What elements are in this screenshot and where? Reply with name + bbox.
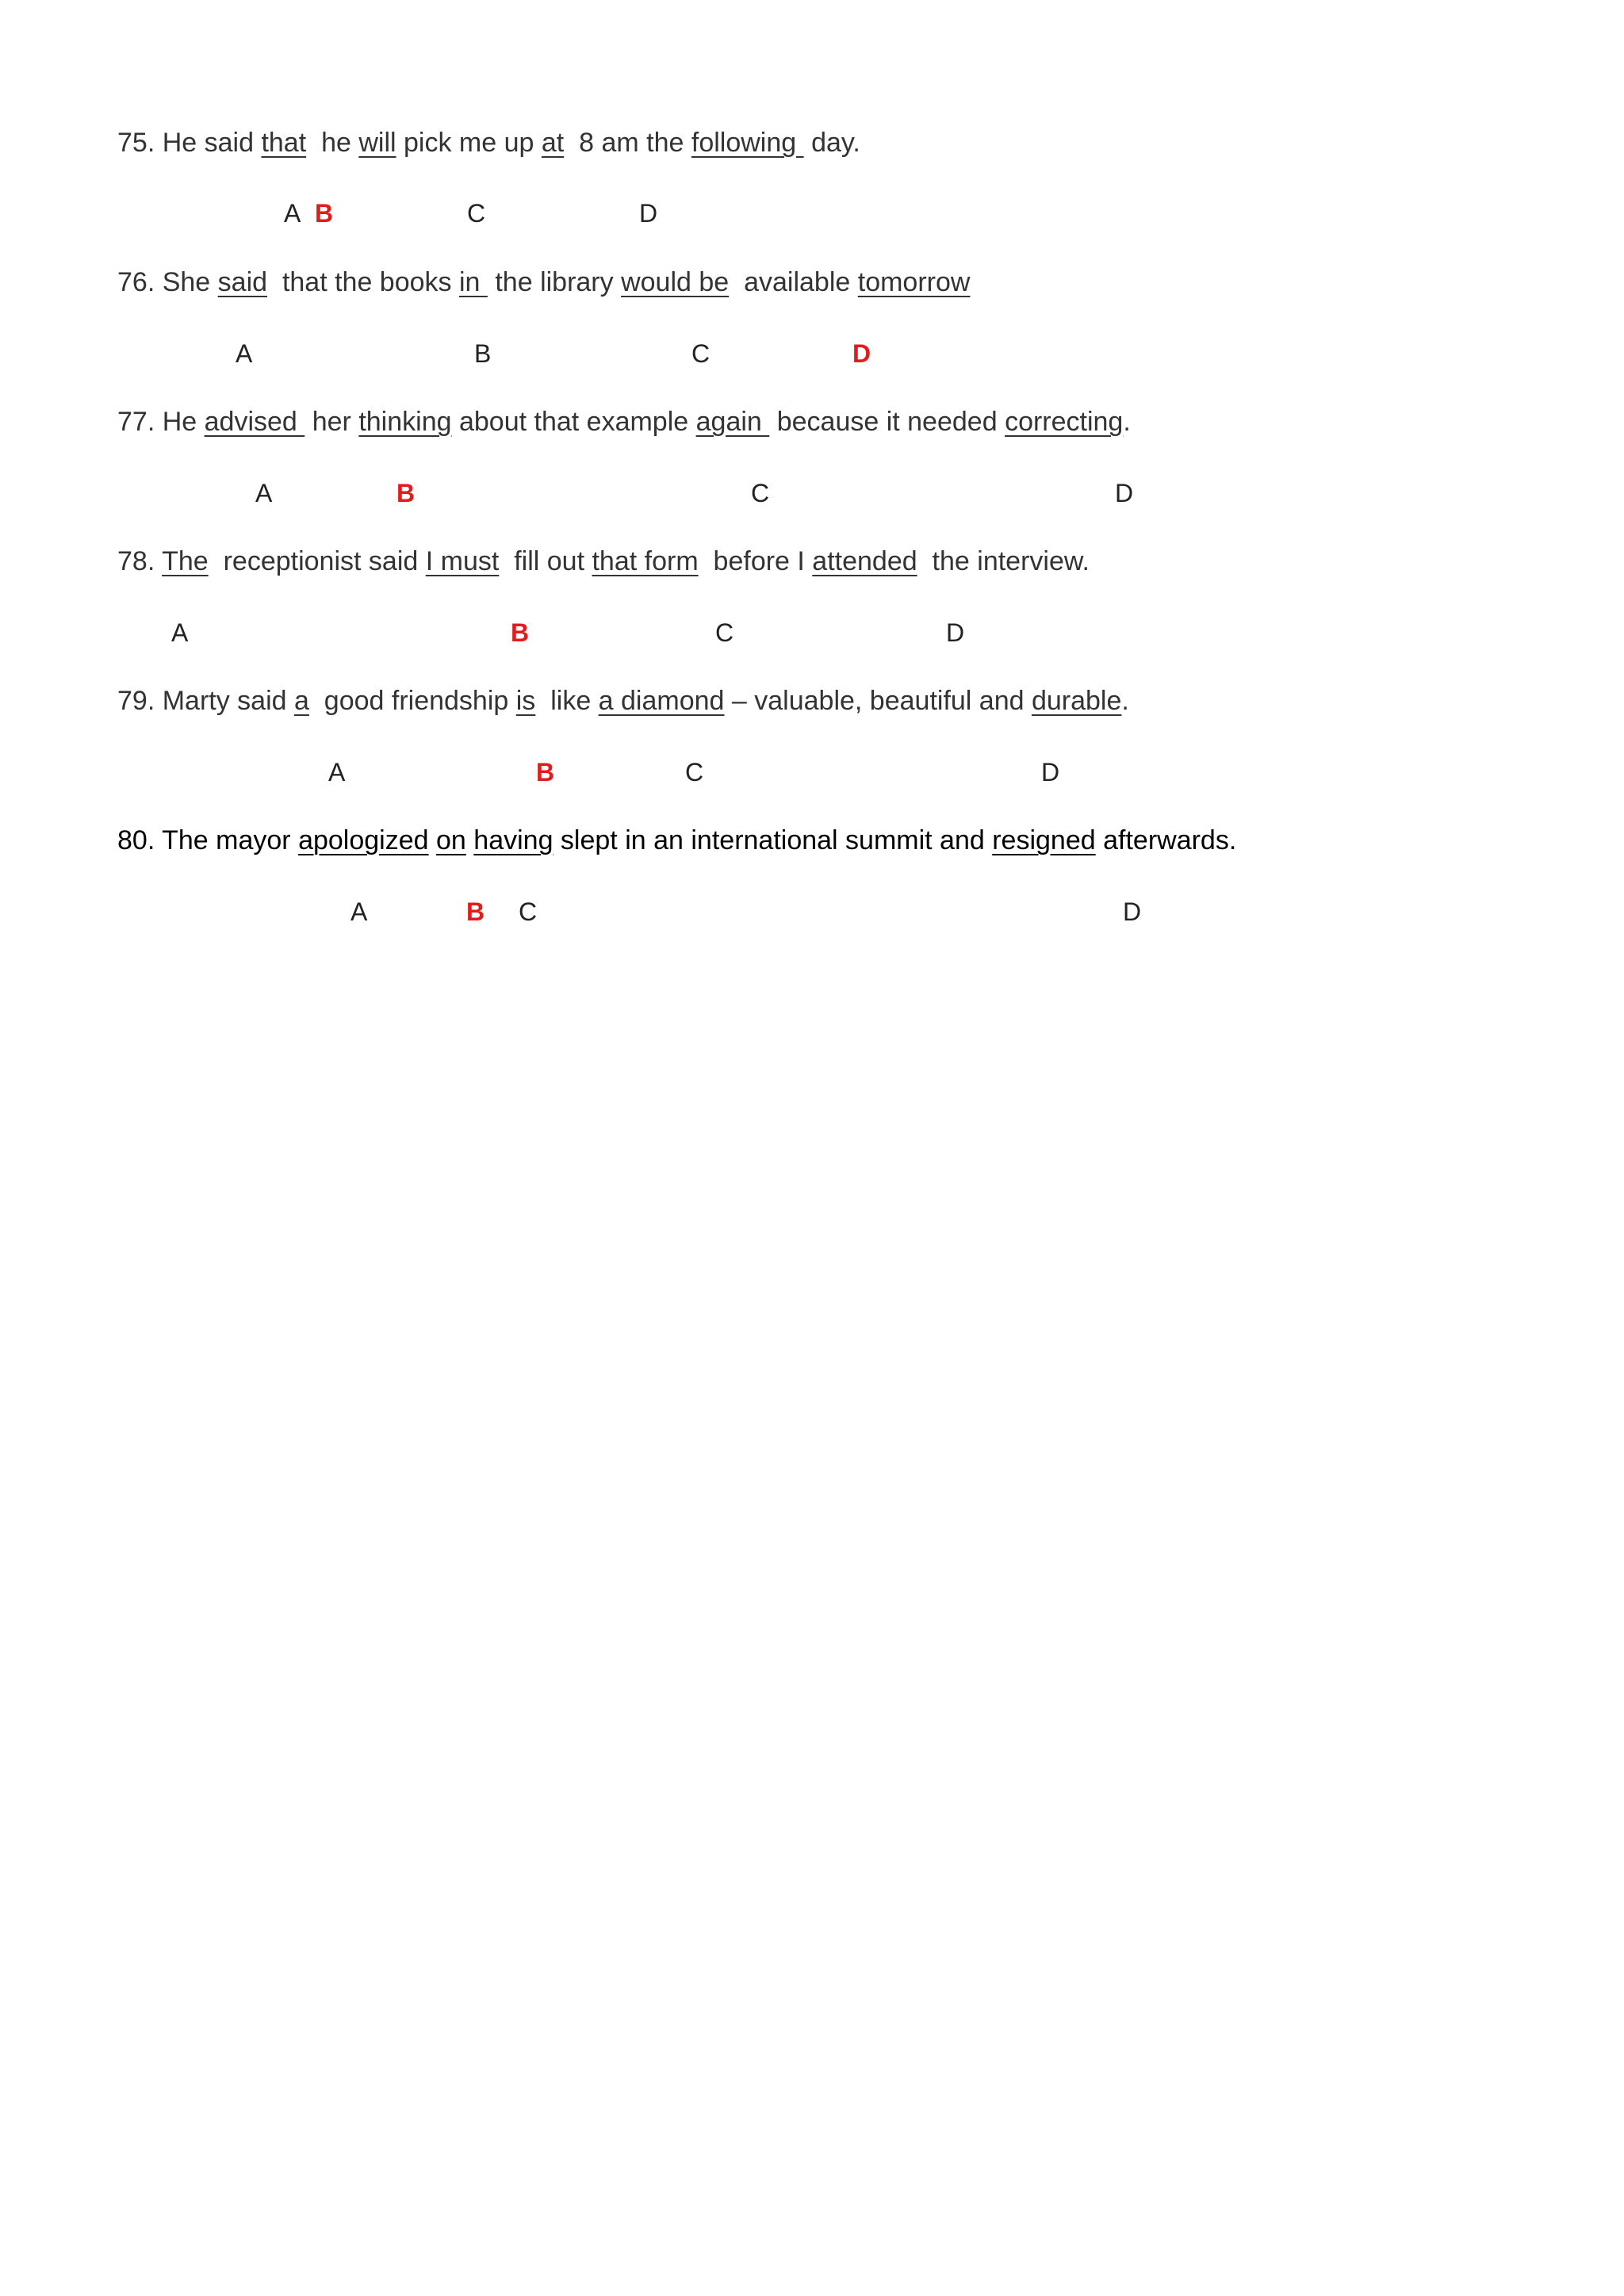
sentence-part: The mayor [162, 825, 299, 855]
option-label-a: A [171, 618, 189, 647]
sentence-part: available [729, 267, 858, 297]
option-label-c: C [715, 618, 734, 647]
question-number: 78. [117, 546, 155, 576]
sentence-part: afterwards. [1095, 825, 1237, 855]
sentence-part [466, 825, 473, 855]
underlined-option-d: attended [812, 546, 917, 576]
answer-option-b: B [396, 479, 416, 507]
sentence-part: Marty said [162, 686, 294, 716]
question-number: 75. [117, 128, 155, 158]
option-label-c: C [691, 339, 710, 368]
sentence-part: the interview. [917, 546, 1090, 576]
underlined-option-a: that [261, 128, 307, 158]
answer-option-b: B [536, 758, 555, 786]
option-label-d: D [1041, 758, 1060, 786]
answer-option-b: B [315, 199, 334, 228]
option-label-c: C [467, 199, 486, 228]
sentence-part: . [1121, 686, 1129, 716]
underlined-option-d: durable [1031, 686, 1122, 716]
underlined-option-a: advised [204, 407, 305, 437]
sentence-part: receptionist said [208, 546, 426, 576]
underlined-option-c: that form [592, 546, 699, 576]
sentence-part: day. [803, 128, 860, 158]
sentence-part: He said [162, 128, 262, 158]
question-78 [117, 544, 1090, 579]
underlined-option-b: I must [425, 546, 500, 576]
option-label-d: D [639, 199, 658, 228]
underlined-option-c: again [695, 407, 770, 437]
sentence-part: She [162, 267, 218, 297]
option-label-a: A [284, 199, 301, 228]
question-number: 80. [117, 825, 155, 855]
question-number: 76. [117, 267, 155, 297]
option-label-a: A [328, 758, 346, 786]
option-label-d: D [946, 618, 965, 647]
option-label-d: D [1123, 897, 1142, 926]
underlined-option-a: The [162, 546, 209, 576]
sentence-part: fill out [499, 546, 592, 576]
option-label-c: C [685, 758, 704, 786]
answer-option-b: B [466, 897, 485, 926]
sentence-part: like [535, 686, 599, 716]
underlined-option-b: will [358, 128, 396, 158]
sentence-part: that the books [267, 267, 459, 297]
underlined-option-d: resigned [992, 825, 1096, 855]
sentence-part: her [304, 407, 359, 437]
answer-option-d: D [852, 339, 871, 368]
underlined-option-a: a [293, 686, 309, 716]
underlined-option-c: would be [621, 267, 730, 297]
option-label-b: B [474, 339, 492, 368]
sentence-part: He [162, 407, 205, 437]
underlined-option-d: correcting [1005, 407, 1124, 437]
underlined-option-c: at [541, 128, 565, 158]
question-76 [117, 265, 970, 300]
sentence-part [429, 825, 436, 855]
sentence-part: he [306, 128, 359, 158]
option-label-d: D [1115, 479, 1134, 507]
question-number: 77. [117, 407, 155, 437]
question-75 [117, 125, 860, 160]
question-77 [117, 404, 1131, 439]
sentence-part: the library [487, 267, 622, 297]
sentence-part: because it needed [769, 407, 1005, 437]
underlined-option-c: a diamond [598, 686, 725, 716]
sentence-part: good friendship [308, 686, 516, 716]
question-number: 79. [117, 686, 155, 716]
question-80 [117, 823, 1236, 858]
sentence-part: pick me up [396, 128, 542, 158]
underlined-option-b: in [458, 267, 488, 297]
underlined-option-d: tomorrow [857, 267, 971, 297]
option-label-a: A [255, 479, 273, 507]
sentence-part: about that example [451, 407, 696, 437]
option-label-a: A [236, 339, 253, 368]
sentence-part: slept in an international summit and [553, 825, 993, 855]
option-label-a: A [350, 897, 368, 926]
option-label-c: C [751, 479, 770, 507]
sentence-part: before I [698, 546, 813, 576]
underlined-option-c: having [473, 825, 553, 855]
underlined-option-d: following [691, 128, 804, 158]
question-79 [117, 683, 1129, 718]
sentence-part: 8 am the [564, 128, 691, 158]
underlined-option-a: said [217, 267, 268, 297]
option-label-c: C [519, 897, 538, 926]
underlined-option-b: thinking [358, 407, 452, 437]
sentence-part: – valuable, beautiful and [724, 686, 1032, 716]
answer-option-b: B [511, 618, 530, 647]
sentence-part: . [1123, 407, 1131, 437]
underlined-option-b: is [515, 686, 536, 716]
underlined-option-b: on [436, 825, 466, 855]
underlined-option-a: apologized [298, 825, 429, 855]
